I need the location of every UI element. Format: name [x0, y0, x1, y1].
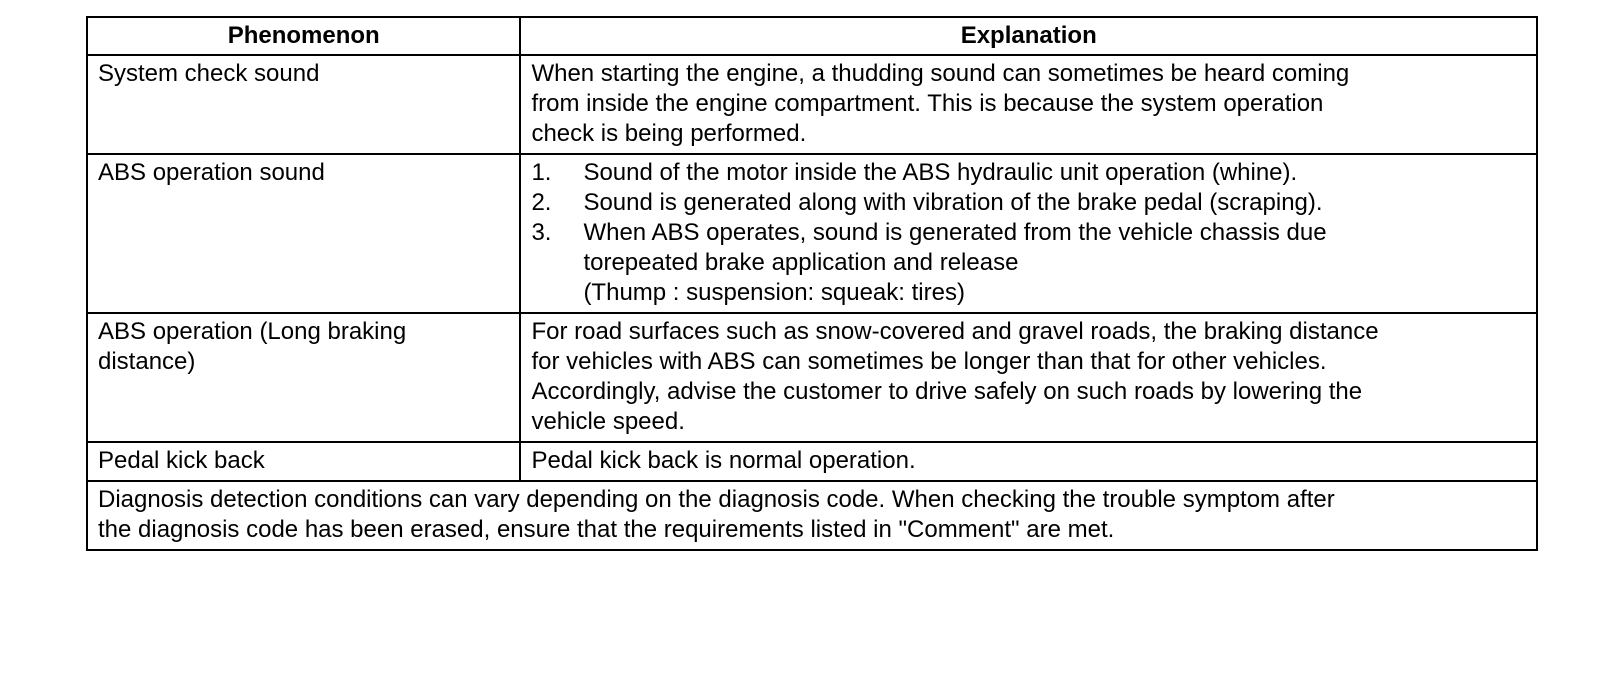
phenomenon-cell: Pedal kick back: [87, 442, 520, 481]
list-item: [531, 158, 1526, 188]
list-item: [531, 188, 1526, 218]
phenomenon-cell: System check sound: [87, 55, 520, 154]
phenomenon-table: [86, 16, 1538, 551]
list-item-subtext: (Thump : suspension: squeak: tires): [583, 279, 965, 306]
table-row: [87, 154, 1537, 313]
explanation-cell: For road surfaces such as snow-covered and gravel roads, the braking distance for vehicles with ABS can sometimes be longer than that for other vehicles. Accordingly, advise the customer to drive safely on such roads by lowering the vehicle speed.: [520, 313, 1537, 442]
list-item-number: 2.: [531, 189, 552, 216]
list-item-text: When ABS operates, sound is generated from the vehicle chassis due torepeated brake application and release: [583, 219, 1327, 276]
list-item-number: 3.: [531, 219, 552, 246]
list-item: [531, 218, 1526, 308]
explanation-cell: When starting the engine, a thudding sound can sometimes be heard coming from inside the engine compartment. This is because the system operation check is being performed.: [520, 55, 1537, 154]
explanation-cell: Pedal kick back is normal operation.: [520, 442, 1537, 481]
table-row: [87, 313, 1537, 442]
table-row: [87, 442, 1537, 481]
explanation-cell: [520, 154, 1537, 313]
column-header-phenomenon: Phenomenon: [87, 17, 520, 55]
table-header-row: [87, 17, 1537, 55]
list-item-text: Sound of the motor inside the ABS hydraulic unit operation (whine).: [583, 159, 1298, 186]
phenomenon-cell: ABS operation sound: [87, 154, 520, 313]
diagnosis-note: Diagnosis detection conditions can vary depending on the diagnosis code. When checking the trouble symptom after the diagnosis code has been erased, ensure that the requirements listed in "Comment" are met.: [87, 481, 1537, 550]
list-item-text: Sound is generated along with vibration of the brake pedal (scraping).: [583, 189, 1323, 216]
numbered-list: [531, 158, 1526, 308]
column-header-explanation: Explanation: [520, 17, 1537, 55]
list-item-number: 1.: [531, 159, 552, 186]
table-row: [87, 55, 1537, 154]
phenomenon-cell: ABS operation (Long braking distance): [87, 313, 520, 442]
table-note-row: [87, 481, 1537, 550]
